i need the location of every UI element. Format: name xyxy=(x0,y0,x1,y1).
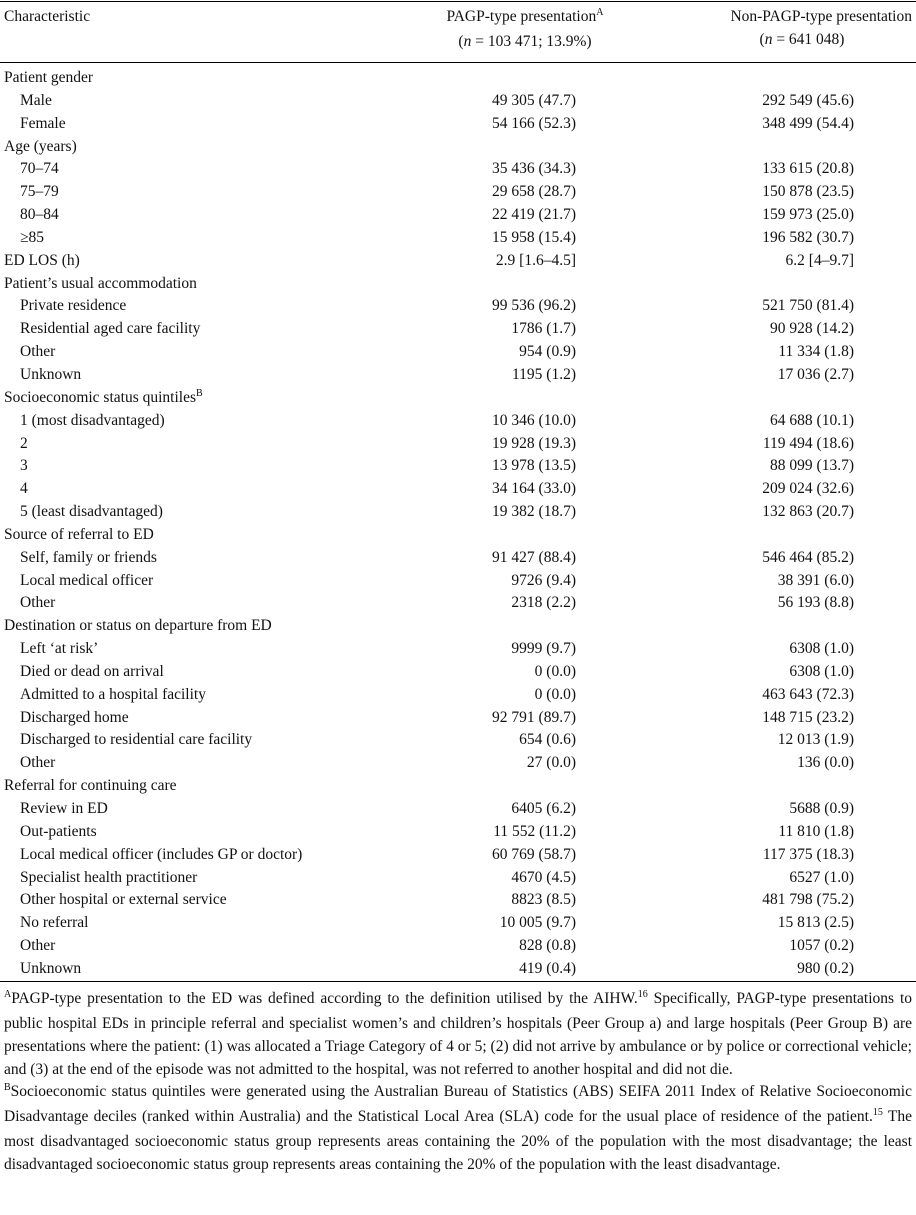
row-label-text: 3 xyxy=(20,457,28,475)
footnote-b xyxy=(4,1080,912,1176)
table-row xyxy=(0,821,916,844)
row-label xyxy=(20,661,164,684)
row-label-text: Out-patients xyxy=(20,822,97,840)
table-row xyxy=(0,341,916,364)
row-label xyxy=(4,67,93,90)
table-row xyxy=(0,90,916,113)
row-label xyxy=(20,844,302,867)
row-label-text: Destination or status on departure from ED xyxy=(4,617,272,635)
row-label-text: Local medical officer xyxy=(20,571,154,589)
row-label-text: Patient gender xyxy=(4,69,94,86)
row-label xyxy=(20,364,81,387)
cell-non-pagp: 348 499 (54.4) xyxy=(762,114,854,132)
row-label-text: Review in ED xyxy=(20,800,108,817)
footnote-mark: B xyxy=(196,387,203,399)
cell-non-pagp: 980 (0.2) xyxy=(797,959,854,977)
row-label xyxy=(20,478,28,501)
row-label xyxy=(20,501,163,524)
cell-non-pagp: 6.2 [4–9.7] xyxy=(785,251,854,269)
footnote-a-text-cont: Specifically, PAGP-type presentations to public hospital EDs in principle referral and specialist women’s and children’s hospitals (Peer Group a) and large hospitals (Peer Group B) are presentations where the patient: (1) was allocated a Triage Category of 4 or 5; (2) did not arrive by ambulance or by police or correctional vehicle; and (3) at the end of the episode was not admitted to the hospital, was not referred to another hospital and did not die. xyxy=(4,990,912,1079)
table-row xyxy=(0,455,916,478)
row-label-text: Other xyxy=(20,754,56,772)
row-label xyxy=(20,592,55,615)
cell-pagp: 91 427 (88.4) xyxy=(492,548,576,566)
table-row xyxy=(0,592,916,615)
footnote-a-text: PAGP-type presentation to the ED was defined according to the definition utilised by the AIHW. xyxy=(11,990,638,1007)
table-row xyxy=(0,433,916,456)
row-label xyxy=(20,638,98,661)
column-header-pagp-n-label: n xyxy=(463,33,472,50)
row-label-text: Other xyxy=(20,937,56,955)
cell-non-pagp: 15 813 (2.5) xyxy=(777,914,854,932)
row-label xyxy=(20,821,97,844)
row-label-text: Admitted to a hospital facility xyxy=(20,685,206,703)
table-row xyxy=(0,158,916,181)
cell-pagp: 99 536 (96.2) xyxy=(492,297,576,315)
cell-pagp: 9999 (9.7) xyxy=(511,640,576,658)
cell-non-pagp: 196 582 (30.7) xyxy=(762,228,854,246)
column-header-pagp-title: PAGP-type presentation xyxy=(446,8,597,25)
row-label xyxy=(20,684,206,707)
cell-non-pagp: 6527 (1.0) xyxy=(789,868,854,886)
table-section-heading xyxy=(0,273,916,296)
row-label-text: 5 (least disadvantaged) xyxy=(20,503,163,521)
row-label-text: 75–79 xyxy=(20,183,59,201)
cell-non-pagp: 117 375 (18.3) xyxy=(762,845,854,863)
row-label xyxy=(20,752,55,775)
footnote-b-ref: 15 xyxy=(872,1107,883,1119)
row-label-text: Referral for continuing care xyxy=(4,777,177,795)
row-label-text: Self, family or friends xyxy=(20,548,157,566)
footnote-a-ref: 16 xyxy=(637,989,648,1000)
table-row xyxy=(0,227,916,250)
cell-non-pagp: 5688 (0.9) xyxy=(789,800,854,817)
table-row xyxy=(0,798,916,821)
table-row xyxy=(0,707,916,730)
cell-non-pagp: 133 615 (20.8) xyxy=(762,160,854,178)
cell-pagp: 27 (0.0) xyxy=(526,754,576,772)
column-header-pagp-n: = 103 471; 13.9%) xyxy=(471,33,592,50)
cell-pagp: 19 382 (18.7) xyxy=(492,503,576,521)
row-label xyxy=(20,455,28,478)
table-section-heading xyxy=(0,524,916,547)
cell-non-pagp: 64 688 (10.1) xyxy=(770,411,854,429)
footnote-mark-a: A xyxy=(596,7,604,18)
cell-non-pagp: 119 494 (18.6) xyxy=(762,434,854,452)
cell-pagp: 19 928 (19.3) xyxy=(492,434,576,452)
row-label-text: Discharged home xyxy=(20,708,129,726)
cell-non-pagp: 136 (0.0) xyxy=(797,754,854,772)
table-row xyxy=(0,113,916,136)
row-label-text: 70–74 xyxy=(20,160,59,178)
cell-pagp: 419 (0.4) xyxy=(519,959,576,977)
cell-pagp: 8823 (8.5) xyxy=(511,891,576,909)
row-label-text: Residential aged care facility xyxy=(20,320,201,338)
table-section-heading xyxy=(0,250,916,273)
row-label xyxy=(4,524,154,547)
cell-non-pagp: 11 810 (1.8) xyxy=(778,822,854,840)
table-section-heading xyxy=(0,775,916,798)
cell-pagp: 654 (0.6) xyxy=(519,731,576,749)
row-label-text: Socioeconomic status quintiles xyxy=(4,388,197,406)
table-row xyxy=(0,638,916,661)
row-label xyxy=(4,775,177,798)
table-row xyxy=(0,935,916,958)
cell-pagp: 2.9 [1.6–4.5] xyxy=(495,251,576,269)
footnote-b-text-cont: The most disadvantaged socioeconomic status group represents areas containing the 20% of the population with the most disadvantage; the least disadvantaged socioeconomic status group represents areas containing the 20% of the population with the least disadvantage. xyxy=(4,1108,912,1174)
row-label xyxy=(20,798,108,821)
row-label xyxy=(20,181,59,204)
row-label-text: 1 (most disadvantaged) xyxy=(20,411,165,429)
row-label-text: Left ‘at risk’ xyxy=(20,640,99,658)
row-label xyxy=(20,889,227,912)
table-section-heading xyxy=(0,387,916,410)
cell-pagp: 22 419 (21.7) xyxy=(492,206,576,224)
table-row xyxy=(0,958,916,981)
row-label xyxy=(4,615,272,638)
row-label xyxy=(20,158,59,181)
table-row xyxy=(0,729,916,752)
cell-pagp: 1195 (1.2) xyxy=(512,365,576,383)
cell-non-pagp: 546 464 (85.2) xyxy=(762,548,854,566)
table-section-heading xyxy=(0,136,916,159)
cell-pagp: 49 305 (47.7) xyxy=(492,91,576,109)
cell-pagp: 60 769 (58.7) xyxy=(492,845,576,863)
cell-non-pagp: 6308 (1.0) xyxy=(789,662,854,680)
row-label xyxy=(20,227,44,250)
row-label-text: Local medical officer (includes GP or doctor) xyxy=(20,845,303,863)
row-label-text: Specialist health practitioner xyxy=(20,868,198,886)
row-label xyxy=(20,204,59,227)
cell-pagp: 828 (0.8) xyxy=(519,937,576,955)
cell-non-pagp: 521 750 (81.4) xyxy=(762,297,854,315)
row-label-text: 80–84 xyxy=(20,206,59,224)
table-row xyxy=(0,478,916,501)
row-label xyxy=(4,136,77,159)
table-row xyxy=(0,570,916,593)
row-label-text: ED LOS (h) xyxy=(4,251,80,269)
table-row xyxy=(0,912,916,935)
cell-pagp: 10 005 (9.7) xyxy=(499,914,576,932)
cell-pagp: 15 958 (15.4) xyxy=(492,228,576,246)
column-header-non-pagp-n: = 641 048) xyxy=(772,31,845,48)
table-row xyxy=(0,889,916,912)
table-row xyxy=(0,410,916,433)
row-label-text: Age (years) xyxy=(4,137,77,155)
cell-non-pagp: 6308 (1.0) xyxy=(789,640,854,658)
row-label xyxy=(20,295,126,318)
table-row xyxy=(0,844,916,867)
cell-pagp: 6405 (6.2) xyxy=(511,800,576,817)
row-label-text: Other hospital or external service xyxy=(20,891,227,909)
cell-pagp: 0 (0.0) xyxy=(534,685,576,703)
row-label-text: Female xyxy=(20,114,66,132)
cell-pagp: 29 658 (28.7) xyxy=(492,183,576,201)
row-label xyxy=(20,547,157,570)
row-label xyxy=(4,273,197,296)
table-row xyxy=(0,684,916,707)
table-row xyxy=(0,661,916,684)
cell-non-pagp: 292 549 (45.6) xyxy=(762,91,854,109)
cell-non-pagp: 1057 (0.2) xyxy=(789,937,854,955)
table-row xyxy=(0,318,916,341)
row-label-text: Private residence xyxy=(20,297,127,315)
row-label xyxy=(20,729,252,752)
row-label xyxy=(20,707,129,730)
row-label-text: Unknown xyxy=(20,365,82,383)
footnote-b-mark: B xyxy=(4,1082,11,1093)
cell-non-pagp: 159 973 (25.0) xyxy=(762,206,854,224)
table-row xyxy=(0,867,916,890)
table-row xyxy=(0,501,916,524)
cell-pagp: 4670 (4.5) xyxy=(511,868,576,886)
row-label-text: Patient’s usual accommodation xyxy=(4,274,197,292)
table-row xyxy=(0,547,916,570)
table-section-heading xyxy=(0,67,916,90)
cell-pagp: 54 166 (52.3) xyxy=(492,114,576,132)
cell-non-pagp: 481 798 (75.2) xyxy=(762,891,854,909)
cell-pagp: 954 (0.9) xyxy=(519,343,576,361)
table-row xyxy=(0,752,916,775)
cell-pagp: 0 (0.0) xyxy=(534,662,576,680)
table-top-rule xyxy=(0,1,916,2)
row-label xyxy=(20,912,88,935)
row-label xyxy=(20,958,81,981)
row-label xyxy=(4,387,203,412)
table-bottom-rule xyxy=(0,981,916,982)
cell-non-pagp: 132 863 (20.7) xyxy=(762,503,854,521)
row-label-text: Male xyxy=(20,91,52,109)
column-header-characteristic: Characteristic xyxy=(4,8,91,25)
row-label-text: Other xyxy=(20,594,56,612)
cell-pagp: 13 978 (13.5) xyxy=(492,457,576,475)
cell-non-pagp: 90 928 (14.2) xyxy=(770,320,854,338)
cell-pagp: 2318 (2.2) xyxy=(511,594,576,612)
table-section-heading xyxy=(0,615,916,638)
column-header-non-pagp-title: Non-PAGP-type presentation xyxy=(730,8,912,25)
cell-non-pagp: 56 193 (8.8) xyxy=(777,594,854,612)
row-label xyxy=(20,570,153,593)
table-row xyxy=(0,204,916,227)
column-header-non-pagp-n-label: n xyxy=(764,31,773,48)
row-label-text: Other xyxy=(20,343,56,361)
cell-pagp: 92 791 (89.7) xyxy=(492,708,576,726)
column-header-non-pagp: Non-PAGP-type presentation (n = 641 048) xyxy=(730,8,912,48)
table-row xyxy=(0,295,916,318)
footnote-b-text: Socioeconomic status quintiles were generated using the Australian Bureau of Statistics (ABS) SEIFA 2011 Index of Relative Socioeconomic Disadvantage deciles (ranked within Australia) and the Statistical Local Area (SLA) code for the usual place of residence of the patient. xyxy=(4,1083,912,1126)
cell-non-pagp: 150 878 (23.5) xyxy=(762,183,854,201)
cell-pagp: 34 164 (33.0) xyxy=(492,480,576,498)
cell-pagp: 10 346 (10.0) xyxy=(492,411,576,429)
row-label xyxy=(20,410,165,433)
row-label xyxy=(20,935,55,958)
row-label-text: ≥85 xyxy=(20,228,45,246)
row-label xyxy=(4,250,80,273)
row-label xyxy=(20,318,200,341)
row-label xyxy=(20,867,197,890)
cell-non-pagp: 38 391 (6.0) xyxy=(777,571,854,589)
cell-pagp: 11 552 (11.2) xyxy=(493,822,576,840)
footnote-a-mark: A xyxy=(4,989,12,1000)
cell-non-pagp: 88 099 (13.7) xyxy=(770,457,854,475)
footnote-a xyxy=(4,987,912,1081)
row-label-text: Source of referral to ED xyxy=(4,525,154,543)
cell-non-pagp: 12 013 (1.9) xyxy=(777,731,854,749)
table-header-rule xyxy=(0,62,916,63)
row-label-text: 4 xyxy=(20,480,28,498)
row-label-text: Discharged to residential care facility xyxy=(20,731,253,749)
row-label-text: Unknown xyxy=(20,959,82,977)
cell-pagp: 35 436 (34.3) xyxy=(492,160,576,178)
cell-pagp: 1786 (1.7) xyxy=(511,320,576,338)
table-body xyxy=(0,67,916,981)
row-label xyxy=(20,433,28,456)
row-label xyxy=(20,341,55,364)
table-row xyxy=(0,181,916,204)
table-row xyxy=(0,364,916,387)
cell-non-pagp: 11 334 (1.8) xyxy=(778,343,854,361)
row-label-text: Died or dead on arrival xyxy=(20,662,164,680)
cell-non-pagp: 148 715 (23.2) xyxy=(762,708,854,726)
cell-non-pagp: 463 643 (72.3) xyxy=(762,685,854,703)
cell-non-pagp: 209 024 (32.6) xyxy=(762,480,854,498)
row-label-text: No referral xyxy=(20,914,89,932)
row-label-text: 2 xyxy=(20,434,28,452)
cell-non-pagp: 17 036 (2.7) xyxy=(777,365,854,383)
cell-pagp: 9726 (9.4) xyxy=(511,571,576,589)
row-label xyxy=(20,90,52,113)
row-label xyxy=(20,113,66,136)
column-header-pagp: PAGP-type presentation$^A$ (n = 103 471; 13.9%) xyxy=(446,7,604,50)
